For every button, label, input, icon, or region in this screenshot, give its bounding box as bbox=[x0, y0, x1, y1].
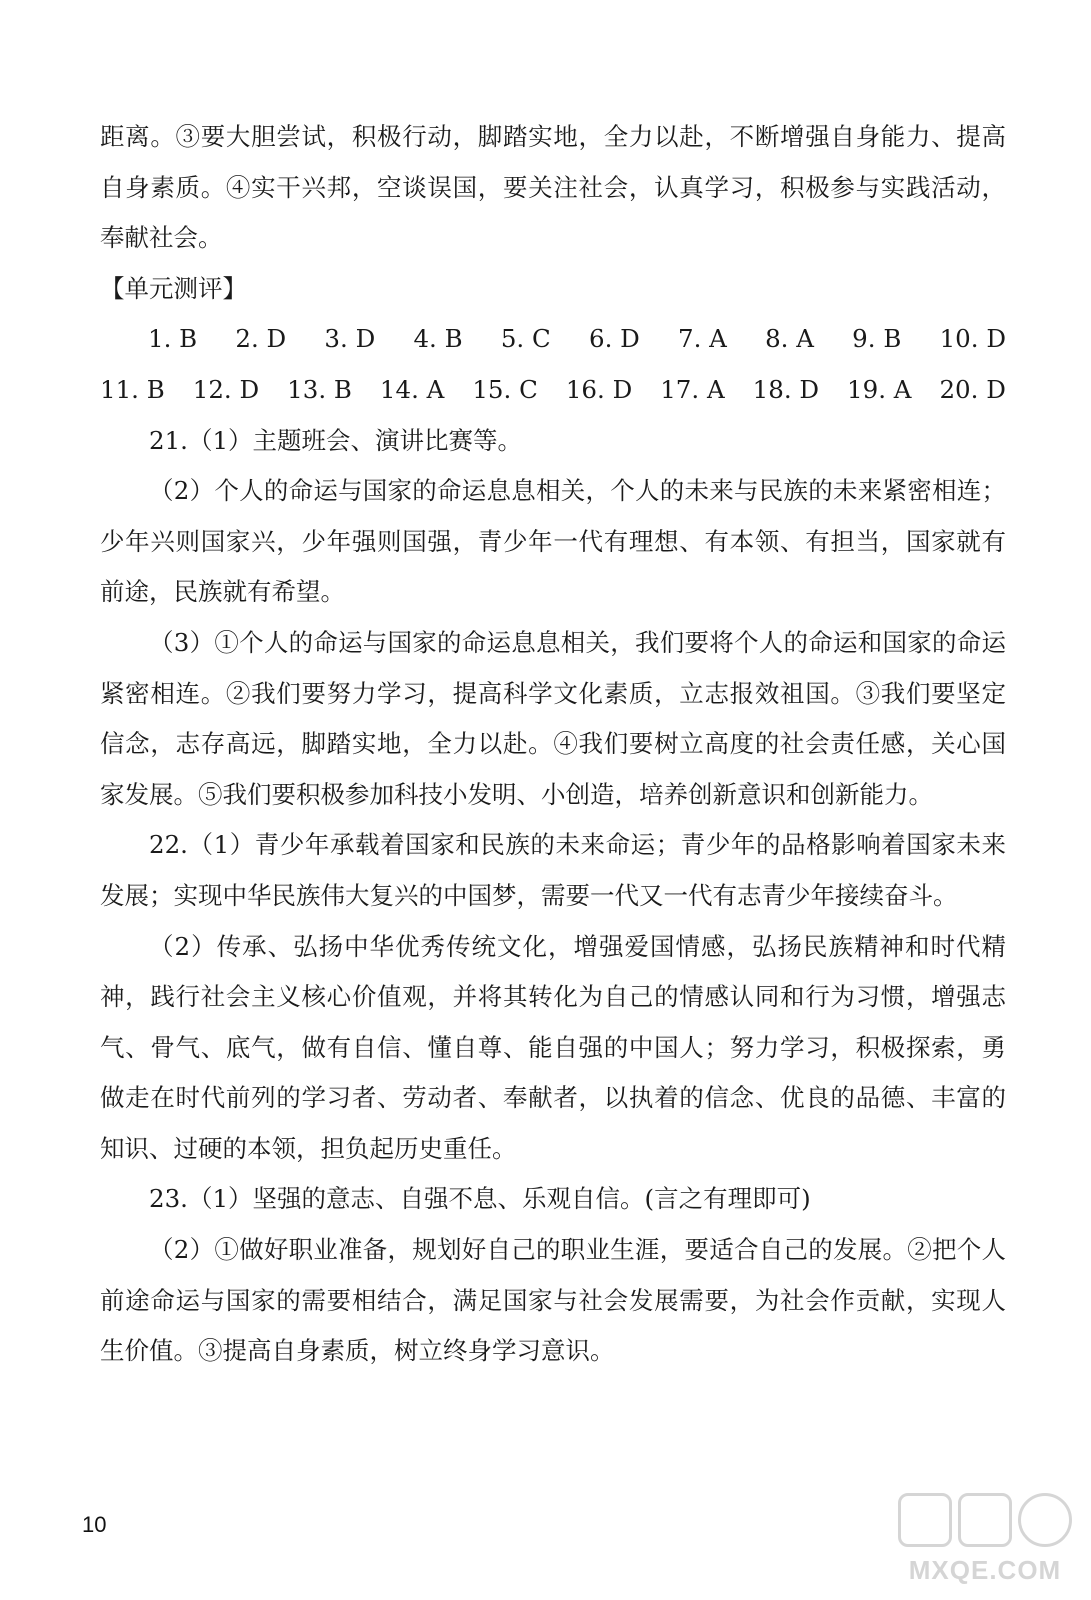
watermark-glyphs bbox=[895, 1485, 1075, 1555]
answer-18: 18. D bbox=[752, 374, 820, 404]
answer-13: 13. B bbox=[287, 374, 352, 404]
answer-10: 10. D bbox=[939, 324, 1006, 354]
watermark-glyph-icon bbox=[1018, 1493, 1072, 1547]
answer-17: 17. A bbox=[660, 374, 725, 404]
watermark-glyph-icon bbox=[898, 1493, 952, 1547]
q23-part2: （2）①做好职业准备，规划好自己的职业生涯，要适合自己的发展。②把个人前途命运与国家的需要相结合，满足国家与社会发展需要，为社会作贡献，实现人生价值。③提高自身素质，树立终身学习意识。 bbox=[100, 1235, 1006, 1366]
answer-11: 11. B bbox=[100, 374, 165, 404]
answer-3: 3. D bbox=[324, 324, 376, 354]
q23-part1: 23.（1）坚强的意志、自强不息、乐观自信。(言之有理即可) bbox=[149, 1184, 811, 1214]
answer-2: 2. D bbox=[235, 324, 287, 354]
answer-5: 5. C bbox=[500, 324, 551, 354]
answer-1: 1. B bbox=[148, 324, 198, 354]
answer-4: 4. B bbox=[413, 324, 463, 354]
section-heading-unit-test: 【单元测评】 bbox=[100, 273, 247, 303]
answer-16: 16. D bbox=[565, 374, 633, 404]
answer-6: 6. D bbox=[588, 324, 640, 354]
watermark-glyph-icon bbox=[958, 1493, 1012, 1547]
answer-20: 20. D bbox=[939, 374, 1006, 404]
answer-8: 8. A bbox=[765, 324, 814, 354]
page-content bbox=[100, 112, 1006, 1377]
paragraph-continuation: 距离。③要大胆尝试，积极行动，脚踏实地，全力以赴，不断增强自身能力、提高自身素质。④实干兴邦，空谈误国，要关注社会，认真学习，积极参与实践活动，奉献社会。 bbox=[100, 122, 1006, 253]
page-number: 10 bbox=[82, 1512, 107, 1537]
answer-12: 12. D bbox=[192, 374, 260, 404]
answer-row-2 bbox=[100, 365, 1006, 416]
q21-part2: （2）个人的命运与国家的命运息息相关，个人的未来与民族的未来紧密相连；少年兴则国家兴，少年强则国强，青少年一代有理想、有本领、有担当，国家就有前途，民族就有希望。 bbox=[100, 476, 1006, 607]
watermark-url: MXQE.COM bbox=[908, 1555, 1062, 1585]
watermark-logo bbox=[895, 1485, 1075, 1595]
q22-part1: 22.（1）青少年承载着国家和民族的未来命运；青少年的品格影响着国家未来发展；实现中华民族伟大复兴的中国梦，需要一代又一代有志青少年接续奋斗。 bbox=[100, 830, 1006, 910]
answer-9: 9. B bbox=[852, 324, 902, 354]
answer-7: 7. A bbox=[678, 324, 727, 354]
q22-part2: （2）传承、弘扬中华优秀传统文化，增强爱国情感，弘扬民族精神和时代精神，践行社会主义核心价值观，并将其转化为自己的情感认同和行为习惯，增强志气、骨气、底气，做有自信、懂自尊、能自强的中国人；努力学习，积极探索，勇做走在时代前列的学习者、劳动者、奉献者，以执着的信念、优良的品德、丰富的知识、过硬的本领，担负起历史重任。 bbox=[100, 931, 1006, 1163]
answer-row-1 bbox=[100, 314, 1006, 365]
answer-15: 15. C bbox=[472, 374, 538, 404]
answer-14: 14. A bbox=[379, 374, 445, 404]
answer-19: 19. A bbox=[847, 374, 912, 404]
q21-part1: 21.（1）主题班会、演讲比赛等。 bbox=[149, 425, 523, 455]
q21-part3: （3）①个人的命运与国家的命运息息相关，我们要将个人的命运和国家的命运紧密相连。②我们要努力学习，提高科学文化素质，立志报效祖国。③我们要坚定信念，志存高远，脚踏实地，全力以赴。④我们要树立高度的社会责任感，关心国家发展。⑤我们要积极参加科技小发明、小创造，培养创新意识和创新能力。 bbox=[100, 627, 1006, 809]
